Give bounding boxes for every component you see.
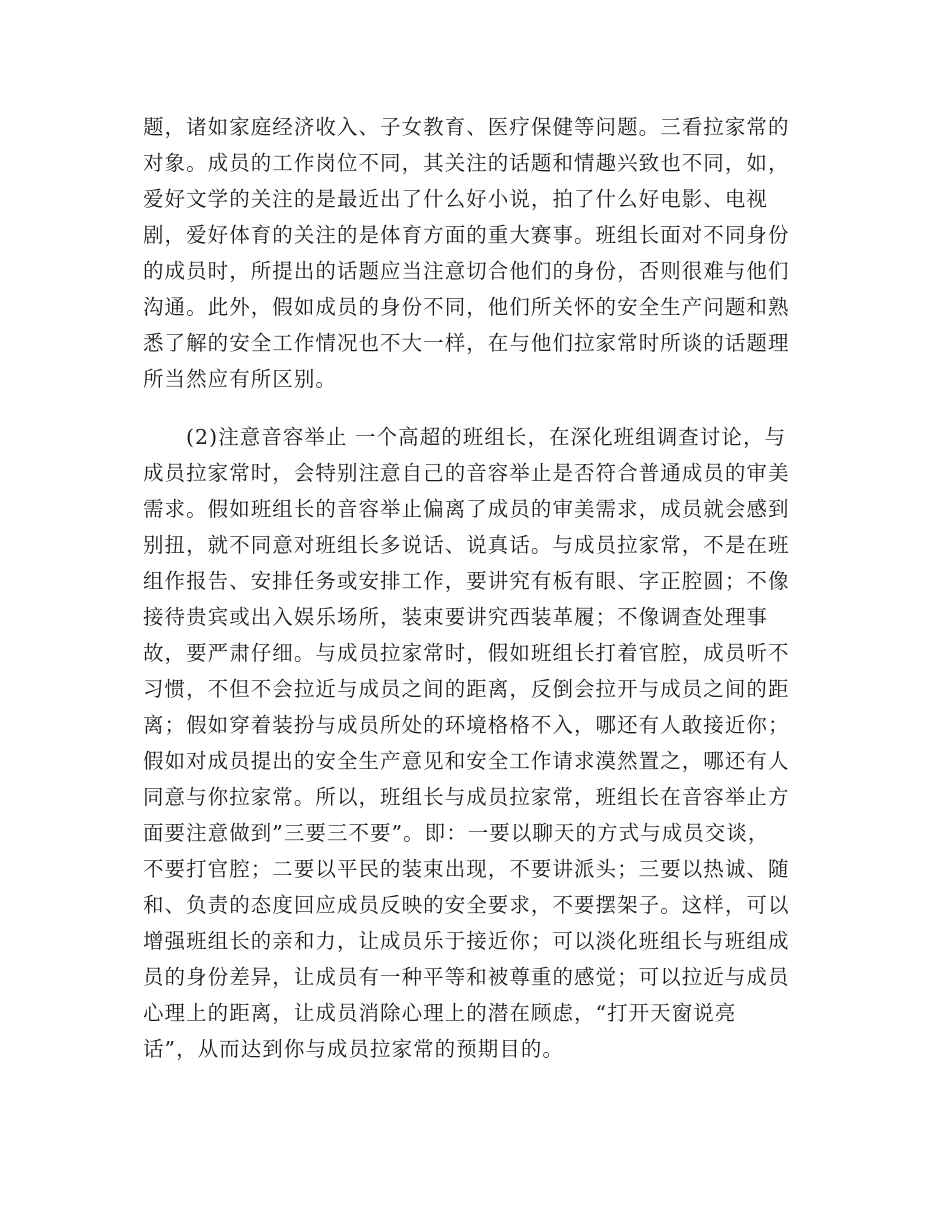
text-line: 增强班组长的亲和力，让成员乐于接近你；可以淡化班组长与班组成 [143, 929, 790, 953]
text-line: 不要打官腔；二要以平民的装束出现，不要讲派头；三要以热诚、随 [143, 857, 790, 881]
text-line: 假如对成员提出的安全生产意见和安全工作请求漠然置之，哪还有人 [143, 749, 790, 773]
text-line: 悉了解的安全工作情况也不大一样，在与他们拉家常时所谈的话题理 [143, 331, 790, 355]
text-line: 沟通。此外，假如成员的身份不同，他们所关怀的安全生产问题和熟 [143, 295, 790, 319]
text-line: 故，要严肃仔细。与成员拉家常时，假如班组长打着官腔，成员听不 [143, 641, 790, 665]
text-line: 心理上的距离，让成员消除心理上的潜在顾虑，“打开天窗说亮 [143, 1001, 737, 1025]
text-line: 需求。假如班组长的音容举止偏离了成员的审美需求，成员就会感到 [143, 497, 790, 521]
text-line: 面要注意做到”三要三不要”。即：一要以聊天的方式与成员交谈， [143, 821, 770, 845]
text-line: 离；假如穿着装扮与成员所处的环境格格不入，哪还有人敢接近你； [143, 713, 790, 737]
text-line: 话”，从而达到你与成员拉家常的预期目的。 [143, 1037, 564, 1061]
text-line: 别扭，就不同意对班组长多说话、说真话。与成员拉家常，不是在班 [143, 533, 790, 557]
text-line: 接待贵宾或出入娱乐场所，装束要讲究西装革履；不像调查处理事 [143, 605, 768, 629]
text-line: 员的身份差异，让成员有一种平等和被尊重的感觉；可以拉近与成员 [143, 965, 790, 989]
text-line: 剧，爱好体育的关注的是体育方面的重大赛事。班组长面对不同身份 [143, 223, 790, 247]
text-line: 题，诸如家庭经济收入、子女教育、医疗保健等问题。三看拉家常的 [143, 115, 790, 139]
text-line: 同意与你拉家常。所以，班组长与成员拉家常，班组长在音容举止方 [143, 785, 790, 809]
text-line: (2)注意音容举止 一个高超的班组长，在深化班组调查讨论，与 [186, 425, 787, 449]
text-line: 和、负责的态度回应成员反映的安全要求，不要摆架子。这样，可以 [143, 893, 790, 917]
text-line: 所当然应有所区别。 [143, 367, 337, 391]
text-line: 爱好文学的关注的是最近出了什么好小说，拍了什么好电影、电视 [143, 187, 768, 211]
text-line: 习惯，不但不会拉近与成员之间的距离，反倒会拉开与成员之间的距 [143, 677, 790, 701]
text-line: 的成员时，所提出的话题应当注意切合他们的身份，否则很难与他们 [143, 259, 790, 283]
text-line: 成员拉家常时，会特别注意自己的音容举止是否符合普通成员的审美 [143, 461, 790, 485]
text-line: 对象。成员的工作岗位不同，其关注的话题和情趣兴致也不同，如， [143, 151, 790, 175]
text-line: 组作报告、安排任务或安排工作，要讲究有板有眼、字正腔圆；不像 [143, 569, 790, 593]
